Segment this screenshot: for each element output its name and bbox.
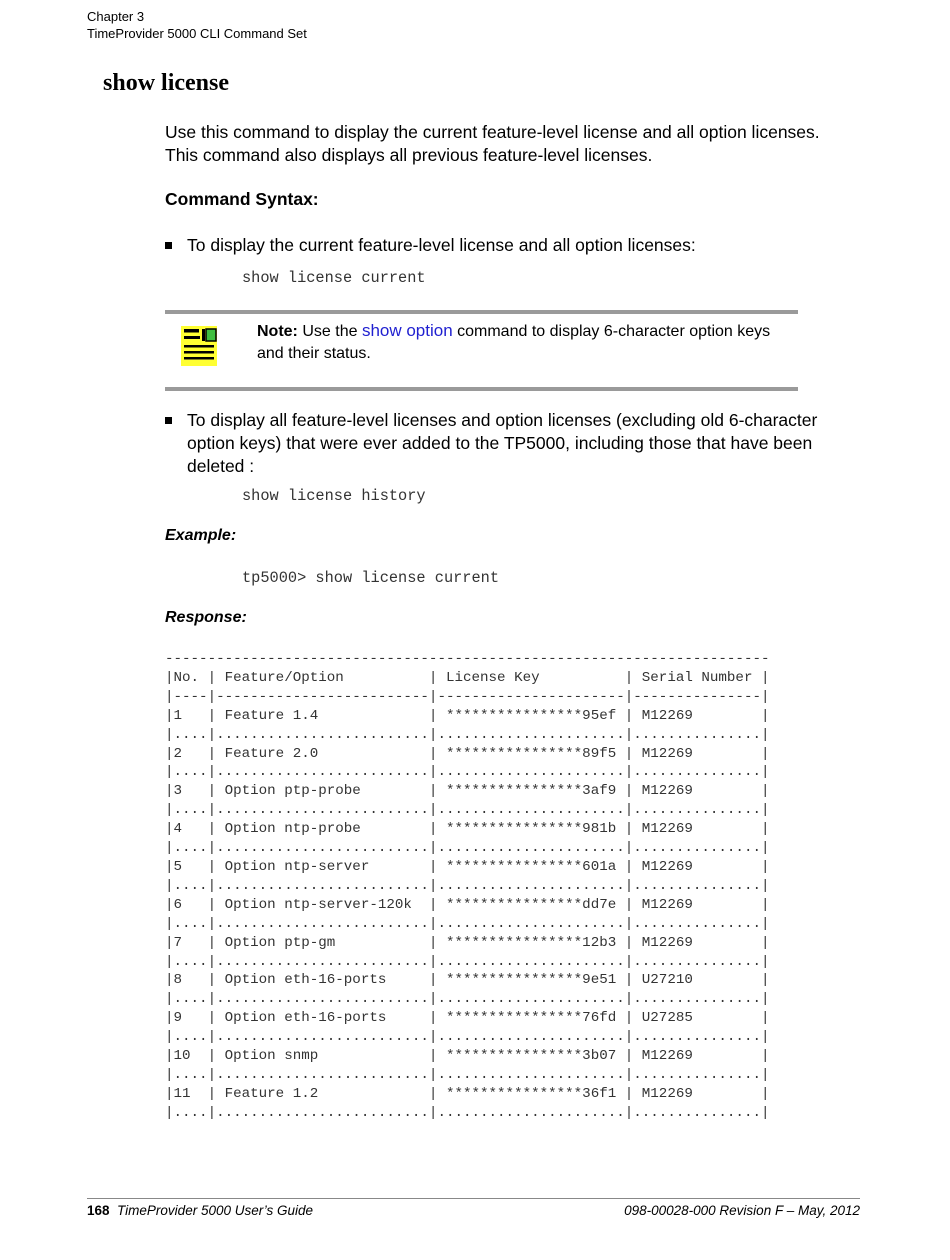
table-row: |7 | Option ptp-gm | ****************12b3 | M12269 | (165, 934, 770, 951)
table-header-row: |No. | Feature/Option | License Key | Serial Number | (165, 669, 770, 686)
command-show-license-history: show license history (242, 487, 426, 505)
footer-doc-id: 098-00028-000 Revision F – May, 2012 (624, 1203, 860, 1218)
note-label: Note: (257, 323, 298, 340)
table-row: |8 | Option eth-16-ports | ****************9e51 | U27210 | (165, 972, 770, 989)
table-row-separator: |....|.........................|......................|...............| (165, 764, 770, 781)
table-row-separator: |....|.........................|......................|...............| (165, 726, 770, 743)
example-command: tp5000> show license current (242, 569, 500, 587)
note-bottom-rule (165, 387, 798, 391)
example-heading: Example: (165, 527, 237, 544)
bullet-square (165, 417, 172, 424)
license-table (165, 650, 770, 1123)
table-row: |6 | Option ntp-server-120k | ****************dd7e | M12269 | (165, 896, 770, 913)
table-row-separator: |....|.........................|......................|...............| (165, 1104, 770, 1121)
chapter-label: Chapter 3 (87, 9, 145, 24)
bullet-history (165, 409, 855, 479)
table-top-border: ----------------------------------------------------------------------- (165, 651, 770, 667)
command-show-license-current: show license current (242, 269, 426, 287)
table-row: |10 | Option snmp | ****************3b07 | M12269 | (165, 1048, 770, 1065)
bullet-history-text: To display all feature-level licenses and option licenses (excluding old 6-character option keys) that were ever added to the TP5000, including those that have been deleted : (187, 410, 818, 476)
table-row: |2 | Feature 2.0 | ****************89f5 | M12269 | (165, 745, 770, 762)
response-heading: Response: (165, 609, 247, 626)
table-row: |1 | Feature 1.4 | ****************95ef | M12269 | (165, 707, 770, 724)
table-row-separator: |....|.........................|......................|...............| (165, 953, 770, 970)
footer-rule (87, 1198, 860, 1199)
show-option-link[interactable]: show option (361, 321, 453, 340)
table-row-separator: |....|.........................|......................|...............| (165, 840, 770, 857)
guide-title: TimeProvider 5000 User’s Guide (117, 1203, 314, 1218)
table-row-separator: |....|.........................|......................|...............| (165, 1066, 770, 1083)
table-header-separator: |----|-------------------------|----------------------|---------------| (165, 688, 770, 705)
page-number: 168 (87, 1203, 110, 1218)
table-row-separator: |....|.........................|......................|...............| (165, 915, 770, 932)
table-row-separator: |....|.........................|......................|...............| (165, 877, 770, 894)
table-row: |4 | Option ntp-probe | ****************981b | M12269 | (165, 821, 770, 838)
table-row: |11 | Feature 1.2 | ****************36f1 | M12269 | (165, 1085, 770, 1102)
bullet-square (165, 242, 172, 249)
footer-left (87, 1203, 313, 1218)
section-title: show license (103, 70, 229, 96)
note-post: command to display 6-character option keys and their status. (257, 323, 771, 362)
table-row-separator: |....|.........................|......................|...............| (165, 1029, 770, 1046)
doc-title: TimeProvider 5000 CLI Command Set (87, 26, 307, 41)
bullet-current (165, 234, 855, 257)
table-row: |9 | Option eth-16-ports | ****************76fd | U27285 | (165, 1010, 770, 1027)
intro-paragraph: Use this command to display the current feature-level license and all option licenses. This command also displays all previous feature-level licenses. (165, 122, 820, 165)
note-top-rule (165, 310, 798, 314)
syntax-heading: Command Syntax: (165, 189, 319, 209)
table-row-separator: |....|.........................|......................|...............| (165, 991, 770, 1008)
table-row: |5 | Option ntp-server | ****************601a | M12269 | (165, 858, 770, 875)
note-icon (181, 326, 217, 366)
bullet-current-text: To display the current feature-level license and all option licenses: (187, 235, 696, 255)
note-pre: Use the (302, 323, 358, 340)
table-row-separator: |....|.........................|......................|...............| (165, 802, 770, 819)
table-row: |3 | Option ptp-probe | ****************3af9 | M12269 | (165, 783, 770, 800)
note-text (257, 320, 797, 365)
